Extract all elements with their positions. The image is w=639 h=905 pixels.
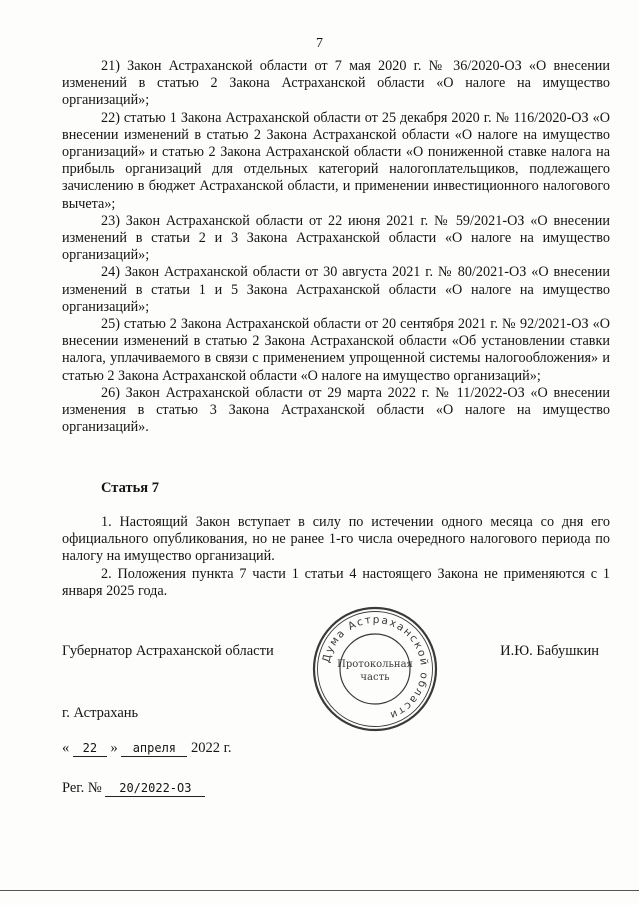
page-bottom-divider: [0, 890, 639, 891]
article-clauses: [62, 514, 610, 600]
svg-text:часть: часть: [360, 672, 390, 683]
date-open-quote: «: [62, 740, 70, 756]
signatory-name: И.Ю. Бабушкин: [500, 643, 599, 659]
signing-date: [62, 740, 232, 757]
registration-label: Рег. №: [62, 780, 102, 796]
place-of-signing: г. Астрахань: [62, 705, 139, 721]
svg-text:Протокольная: Протокольная: [337, 659, 413, 670]
list-item: 26) Закон Астраханской области от 29 марта 2022 г. № 11/2022-ОЗ «О внесении изменения в статью 3 Закона Астраханской области «О налоге на имущество организаций».: [62, 384, 610, 436]
signatory-position: Губернатор Астраханской области: [62, 643, 274, 659]
date-close-quote: »: [110, 740, 118, 756]
list-item: 24) Закон Астраханской области от 30 августа 2021 г. № 80/2021-ОЗ «О внесении изменений в статьи 1 и 5 Закона Астраханской области «О налоге на имущество организаций»;: [62, 264, 610, 315]
date-month: апреля: [121, 741, 187, 757]
repealed-acts-list: [62, 58, 610, 436]
svg-text:Дума Астраханской области: Дума Астраханской области: [320, 613, 431, 722]
list-item: 21) Закон Астраханской области от 7 мая 2020 г. № 36/2020-ОЗ «О внесении изменений в статью 2 Закона Астраханской области «О налоге на имущество организаций»;: [62, 58, 610, 109]
list-item: 23) Закон Астраханской области от 22 июня 2021 г. № 59/2021-ОЗ «О внесении изменений в статьи 2 и 3 Закона Астраханской области «О налоге на имущество организаций»;: [62, 212, 610, 264]
page-number: 7: [316, 36, 323, 51]
date-year: 2022 г.: [191, 740, 232, 756]
list-item: 25) статью 2 Закона Астраханской области от 20 сентября 2021 г. № 92/2021-ОЗ «О внесении изменений в статью 2 Закона Астраханской области «Об установлении ставки налога, уплачиваемого в связи с применением упрощенной системы налогообложения» и статью 2 Закона Астраханской области «О налоге на имущество организаций»;: [62, 316, 610, 384]
clause: 1. Настоящий Закон вступает в силу по истечении одного месяца со дня его официального опубликования, но не ранее 1-го числа очередного налогового периода по налогу на имущество организаций.: [62, 514, 610, 565]
list-item: 22) статью 1 Закона Астраханской области от 25 декабря 2020 г. № 116/2020-ОЗ «О внесении изменений в статью 2 Закона Астраханской области «О налоге на имущество организаций» и статью 2 Закона Астраханской области «О пониженной ставке налога на прибыль организаций для отдельных категорий налогоплательщиков, подлежащего зачислению в бюджет Астраханской области, и применении инвестиционного налогового вычета»;: [62, 109, 610, 212]
registration-number: [62, 780, 205, 797]
clause: 2. Положения пункта 7 части 1 статьи 4 настоящего Закона не применяются с 1 января 2025 года.: [62, 565, 610, 599]
official-seal-stamp: [311, 605, 439, 733]
date-day: 22: [73, 741, 107, 757]
registration-value: 20/2022-ОЗ: [105, 781, 205, 797]
article-heading: Статья 7: [101, 480, 159, 496]
